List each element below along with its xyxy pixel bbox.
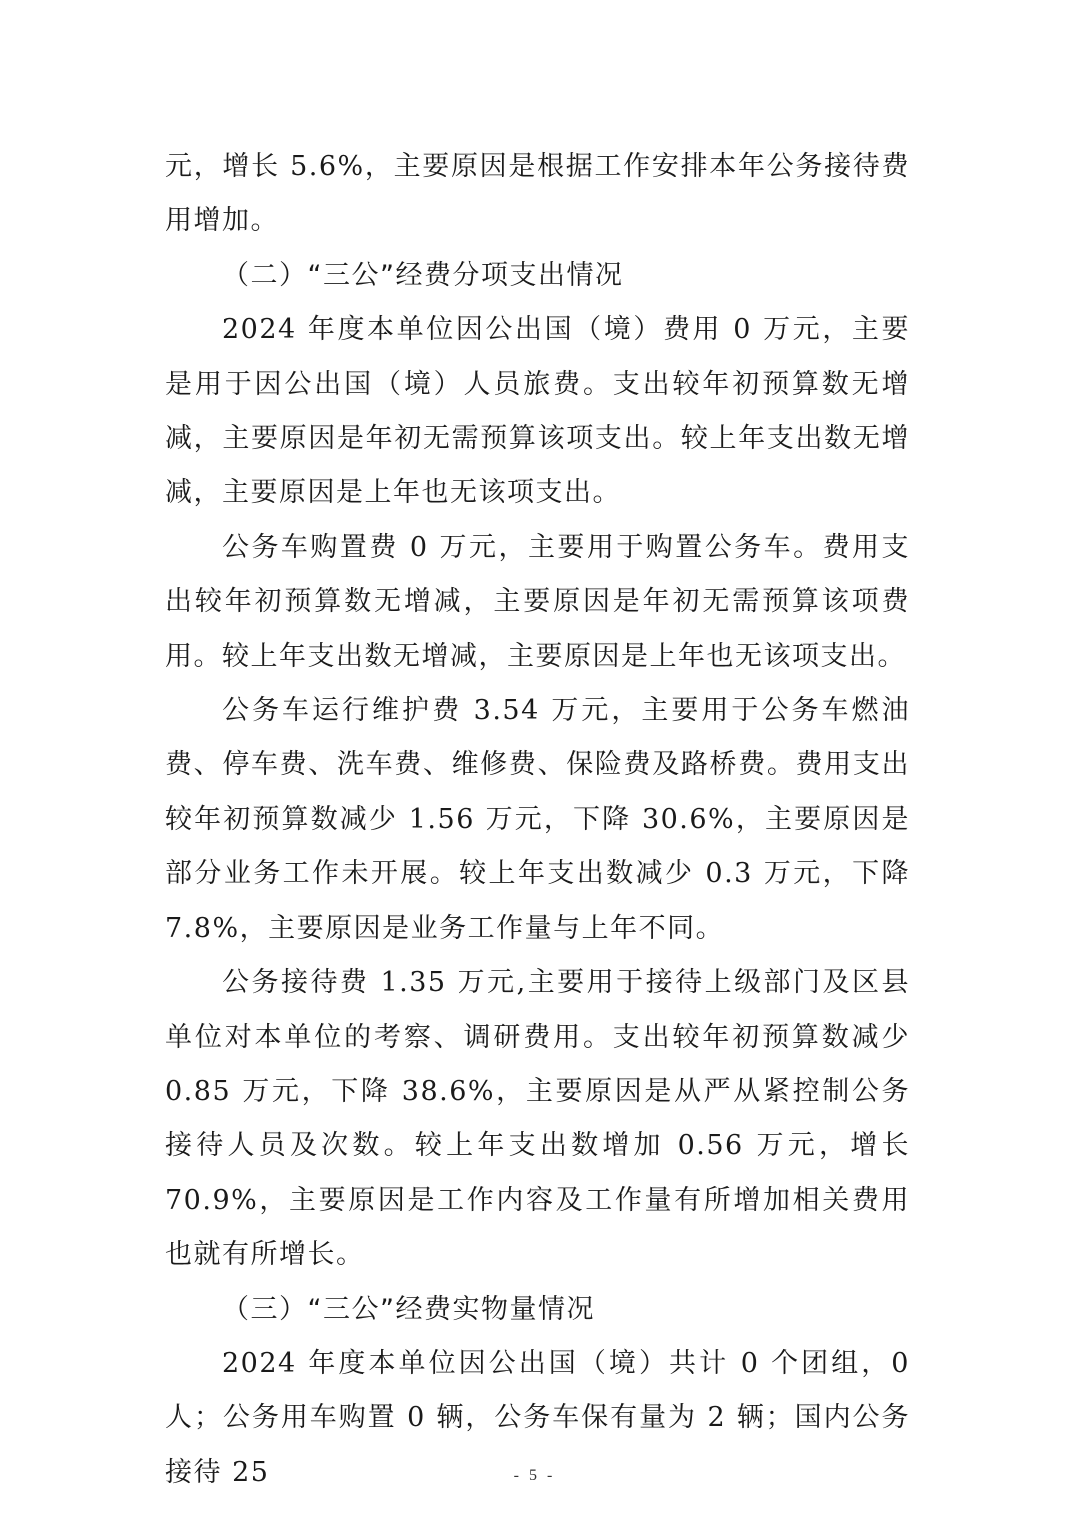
paragraph-vehicle-maintenance: 公务车运行维护费 3.54 万元，主要用于公务车燃油费、停车费、洗车费、维修费、保险费及路桥费。费用支出较年初预算数减少 1.56 万元，下降 30.6%，主要原因是部分业务工作未开展。较上年支出数减少 0.3 万元，下降 7.8%，主要原因是业务工作量与上年不同。 — [165, 695, 910, 944]
page-number: - 5 - — [513, 1467, 556, 1484]
paragraph-physical-quantity: 2024 年度本单位因公出国（境）共计 0 个团组，0 人；公务用车购置 0 辆，公务车保有量为 2 辆；国内公务接待 25 — [165, 1347, 910, 1488]
section-heading-2: （二）“三公”经费分项支出情况 — [222, 259, 624, 291]
paragraph-abroad-expense: 2024 年度本单位因公出国（境）费用 0 万元，主要是用于因公出国（境）人员旅费。支出较年初预算数无增减，主要原因是年初无需预算该项支出。较上年支出数无增减，主要原因是上年也无该项支出。 — [165, 314, 910, 509]
section-heading-3: （三）“三公”经费实物量情况 — [222, 1293, 595, 1325]
paragraph-vehicle-purchase: 公务车购置费 0 万元，主要用于购置公务车。费用支出较年初预算数无增减，主要原因是年初无需预算该项费用。较上年支出数无增减，主要原因是上年也无该项支出。 — [165, 531, 910, 672]
paragraph-continuation: 元，增长 5.6%，主要原因是根据工作安排本年公务接待费用增加。 — [165, 151, 910, 237]
paragraph-reception-expense: 公务接待费 1.35 万元,主要用于接待上级部门及区县单位对本单位的考察、调研费用。支出较年初预算数减少 0.85 万元，下降 38.6%，主要原因是从严从紧控制公务接待人员及次数。较上年支出数增加 0.56 万元，增长 70.9%，主要原因是工作内容及工作量有所增加相关费用也就有所增长。 — [165, 967, 910, 1271]
document-body — [165, 140, 910, 1500]
